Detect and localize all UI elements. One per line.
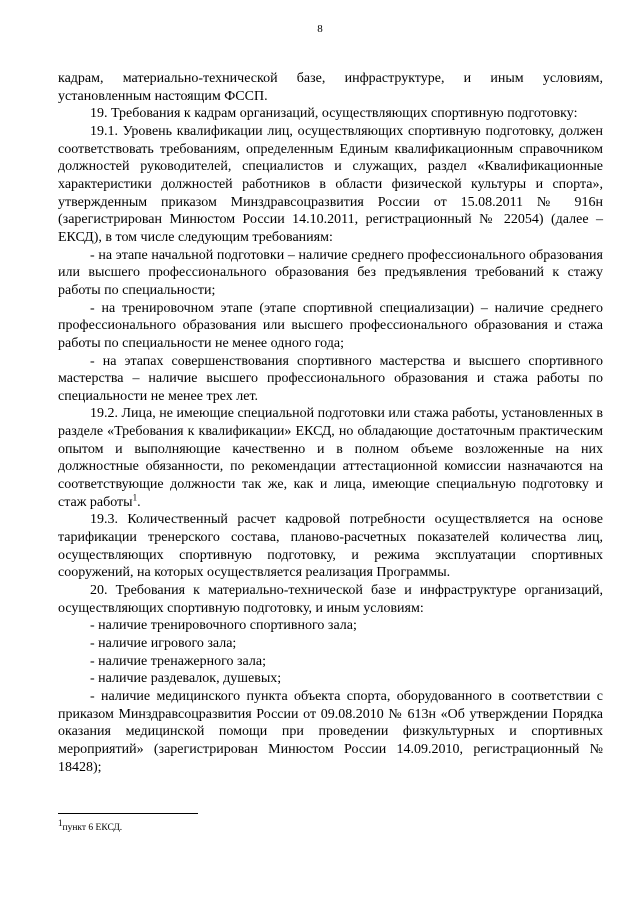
- list-item: [58, 247, 603, 300]
- paragraph: [58, 582, 603, 617]
- paragraph-text: 20. Требования к материально-технической базе и инфраструктуре организаций, осуществляющих спортивную подготовку, и иным условиям:: [58, 583, 603, 616]
- paragraph: [58, 405, 603, 511]
- list-item: [58, 353, 603, 406]
- list-item-text: - на этапе начальной подготовки – наличие среднего профессионального образования или высшего профессионального образования без предъявления требований к стажу работы по специальности;: [58, 247, 603, 298]
- footnote-reference[interactable]: 1: [132, 492, 138, 503]
- paragraph: [58, 70, 603, 105]
- footnote: [58, 817, 123, 834]
- page-number: 8: [317, 23, 323, 35]
- footnote-divider: [58, 813, 198, 814]
- footnote-mark: 1: [58, 817, 63, 828]
- list-item-text: - наличие тренажерного зала;: [90, 653, 266, 669]
- paragraph-text: 19.1. Уровень квалификации лиц, осуществляющих спортивную подготовку, должен соответствовать требованиям, определенным Единым квалификационным справочником должностей руководителей, специалистов и служащих, раздел «Квалификационные характеристики должностей работников в области физической культуры и спорта», утвержденным приказом Минздравсоцразвития России от 15.08.2011 № 916н (зарегистрирован Минюстом России 14.10.2011, регистрационный № 22054) (далее – ЕКСД), в том числе следующим требованиям:: [58, 123, 603, 245]
- paragraph-text: 19.2. Лица, не имеющие специальной подготовки или стажа работы, установленных в разделе «Требования к квалификации» ЕКСД, но обладающие достаточным практическим опытом и выполняющие качественно и в полном объеме возложенные на них должностные обязанности, по рекомендации аттестационной комиссии назначаются на соответствующие должности так же, как и лица, имеющие специальную подготовку и стаж работы: [58, 406, 603, 510]
- paragraph-text-end: .: [137, 494, 141, 510]
- document-body: [58, 70, 603, 776]
- list-item-text: - наличие тренировочного спортивного зала;: [90, 618, 357, 634]
- paragraph-text: кадрам, материально-технической базе, инфраструктуре, и иным условиям, установленным настоящим ФССП.: [58, 71, 603, 104]
- paragraph: [58, 123, 603, 247]
- list-item-text: - наличие раздевалок, душевых;: [90, 671, 282, 687]
- paragraph-text: 19. Требования к кадрам организаций, осуществляющих спортивную подготовку:: [90, 106, 578, 122]
- paragraph-text: 19.3. Количественный расчет кадровой потребности осуществляется на основе тарификации тренерского состава, планово-расчетных показателей количества лиц, осуществляющих спортивную подготовку, и режима эксплуатации спортивных сооружений, на которых осуществляется реализация Программы.: [58, 512, 603, 581]
- list-item: [58, 635, 603, 653]
- paragraph: [58, 511, 603, 582]
- list-item-text: - на тренировочном этапе (этапе спортивной специализации) – наличие среднего профессионального образования или высшего профессионального образования и стажа работы по специальности не менее одного года;: [58, 300, 603, 351]
- list-item: [58, 300, 603, 353]
- list-item: [58, 670, 603, 688]
- list-item: [58, 653, 603, 671]
- list-item: [58, 688, 603, 776]
- paragraph: [58, 105, 603, 123]
- footnote-text: пункт 6 ЕКСД.: [62, 823, 123, 833]
- list-item: [58, 617, 603, 635]
- list-item-text: - наличие игрового зала;: [90, 636, 237, 651]
- list-item-text: - на этапах совершенствования спортивного мастерства и высшего спортивного мастерства – наличие высшего профессионального образования и стажа работы по специальности не менее трех лет.: [58, 353, 603, 404]
- list-item-text: - наличие медицинского пункта объекта спорта, оборудованного в соответствии с приказом Минздравсоцразвития России от 09.08.2010 № 613н «Об утверждении Порядка оказания медицинской помощи при проведении физкультурных и спортивных мероприятий» (зарегистрирован Минюстом России 14.09.2010, регистрационный № 18428);: [58, 688, 603, 775]
